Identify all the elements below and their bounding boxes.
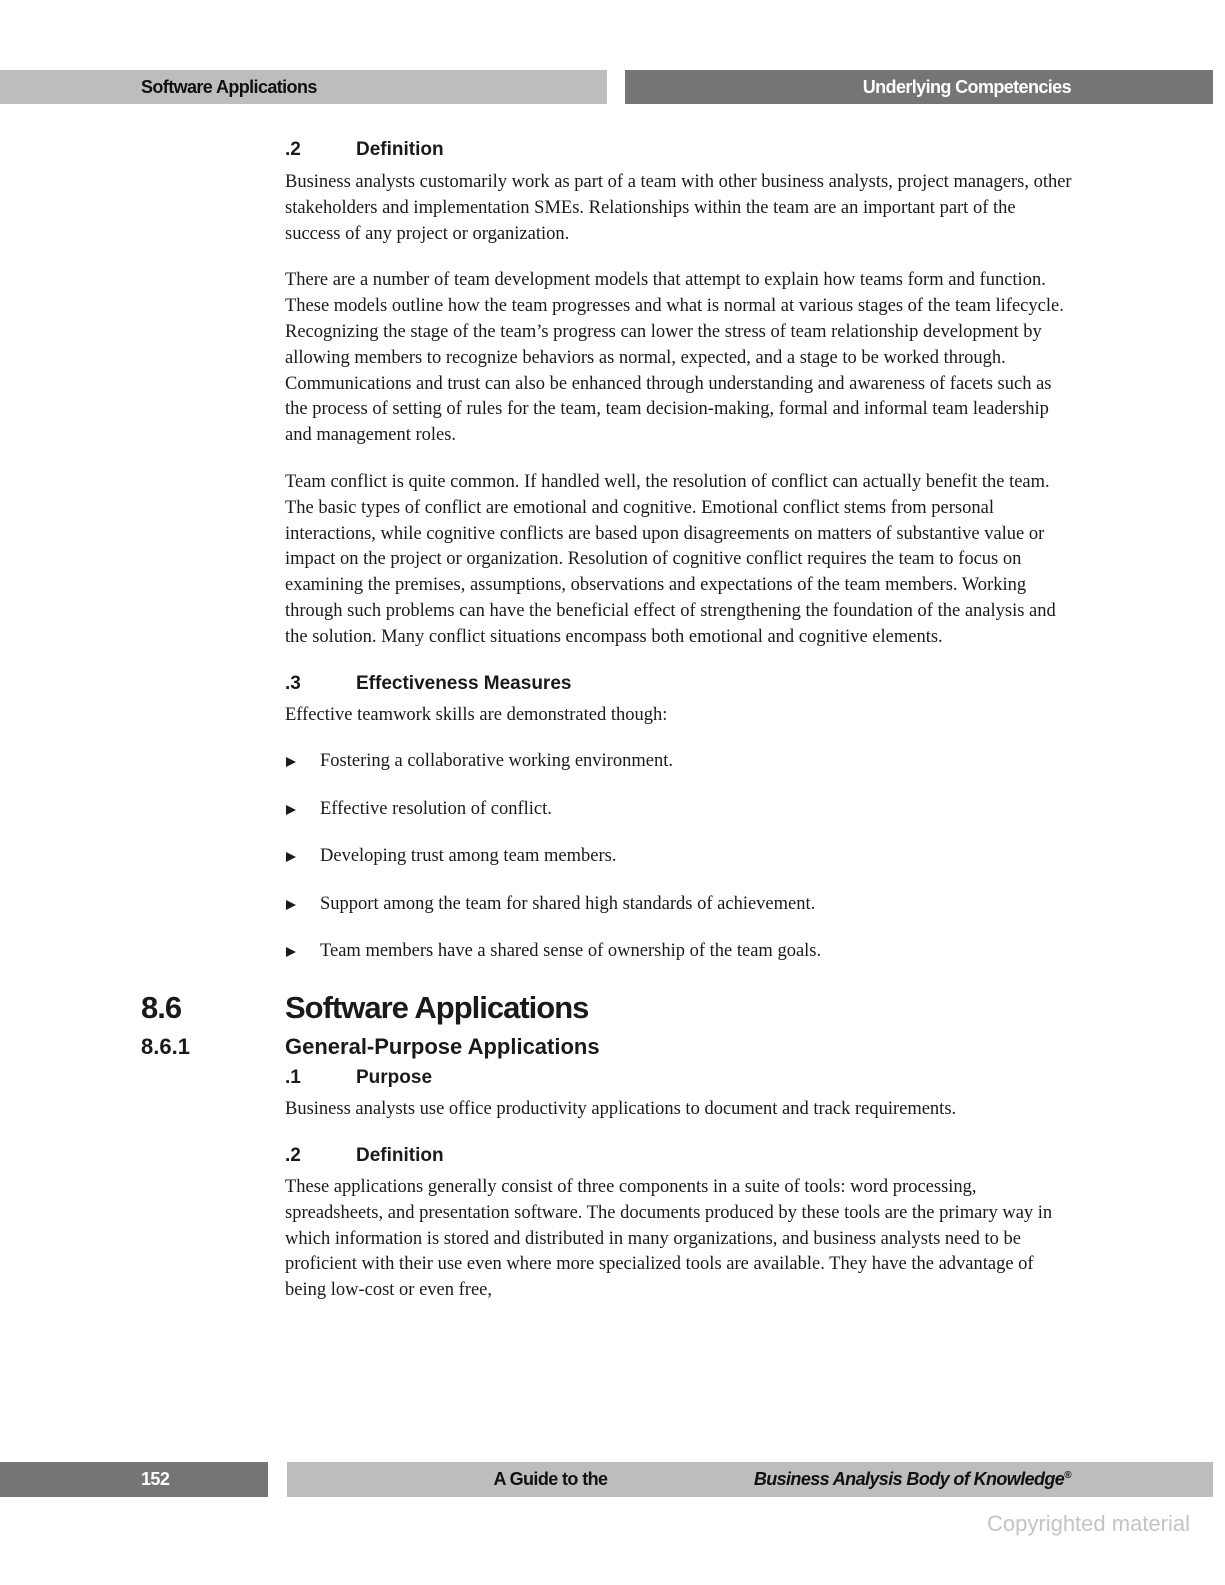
subsection-heading-effectiveness bbox=[285, 670, 1075, 698]
subsection-number: .2 bbox=[285, 1145, 301, 1167]
section-title: General-Purpose Applications bbox=[285, 1034, 600, 1060]
subsection-heading-purpose bbox=[285, 1064, 1075, 1092]
section-title: Software Applications bbox=[285, 990, 589, 1026]
subsection-number: .2 bbox=[285, 139, 301, 160]
subsection-title: Definition bbox=[356, 1145, 444, 1167]
list-item-text: Developing trust among team members. bbox=[320, 846, 617, 867]
list-item-text: Effective resolution of conflict. bbox=[320, 798, 552, 819]
section-number: 8.6 bbox=[141, 990, 182, 1026]
bullet-arrow-icon bbox=[286, 900, 296, 910]
running-header-left-text: Software Applications bbox=[141, 76, 317, 97]
paragraph: There are a number of team development models that attempt to explain how teams form and function. These models outline how the team progresses and what is normal at various stages of the team lifecycle. Recognizing the stage of the team’s progress can lower the stress of team relationship development by allowing members to recognize behaviors as normal, expected, and a stage to be worked through. Communications and trust can also be enhanced through understanding and awareness of facets such as the process of setting of rules for the team, team decision-making, formal and informal team leadership and management roles. bbox=[285, 270, 1064, 446]
running-header-right bbox=[625, 70, 1213, 104]
paragraph: These applications generally consist of three components in a suite of tools: word processing, spreadsheets, and presentation software. The documents produced by these tools are the primary way in which information is stored and distributed in many organizations, and business analysts need to be proficient with their use even where more specialized tools are available. They have the advantage of being low-cost or even free, bbox=[285, 1177, 1053, 1301]
page-number: 152 bbox=[141, 1469, 170, 1489]
subsection-heading-definition-2 bbox=[285, 1142, 1075, 1170]
copyright-watermark: Copyrighted material bbox=[987, 1511, 1190, 1536]
section-heading-8-6-1 bbox=[141, 1030, 1075, 1064]
list-item bbox=[285, 749, 1075, 775]
running-header-left bbox=[0, 70, 607, 104]
section-heading-8-6 bbox=[141, 986, 1075, 1030]
list-item bbox=[285, 939, 1075, 965]
subsection-title: Effectiveness Measures bbox=[356, 672, 572, 694]
running-footer-title bbox=[493, 1469, 1213, 1490]
list-item bbox=[285, 892, 1075, 918]
running-footer bbox=[287, 1462, 1213, 1497]
paragraph: Business analysts customarily work as part of a team with other business analysts, project managers, other stakeholders and implementation SMEs. Relationships within the team are an important part of the success of any project or organization. bbox=[285, 172, 1072, 244]
subsection-number: .1 bbox=[285, 1067, 301, 1089]
bullet-arrow-icon bbox=[286, 757, 296, 767]
list-item bbox=[285, 844, 1075, 870]
list-item bbox=[285, 797, 1075, 823]
section-number: 8.6.1 bbox=[141, 1034, 190, 1060]
subsection-title: Definition bbox=[356, 139, 444, 160]
footer-title-prefix: A Guide to the bbox=[493, 1469, 612, 1489]
page-body bbox=[141, 136, 1075, 1325]
paragraph: Team conflict is quite common. If handled well, the resolution of conflict can actually benefit the team. The basic types of conflict are emotional and cognitive. Emotional conflict stems from personal interactions, while cognitive conflicts are based upon disagreements on matters of substantive value or impact on the project or organization. Resolution of cognitive conflict requires the team to focus on examining the premises, assumptions, observations and expectations of the team members. Working through such problems can have the beneficial effect of strengthening the foundation of the analysis and the solution. Many conflict situations encompass both emotional and cognitive elements. bbox=[285, 471, 1056, 647]
footer-title-italic: Business Analysis Body of Knowledge bbox=[753, 1469, 1065, 1489]
list-item-text: Support among the team for shared high standards of achievement. bbox=[320, 893, 816, 914]
list-item-text: Team members have a shared sense of ownership of the team goals. bbox=[320, 940, 822, 961]
running-header-right-text: Underlying Competencies bbox=[862, 76, 1071, 97]
subsection-heading-definition bbox=[285, 136, 1075, 164]
bullet-list bbox=[285, 749, 1075, 964]
registered-mark: ® bbox=[1064, 1470, 1071, 1481]
paragraph: Business analysts use office productivity applications to document and track requirements. bbox=[285, 1099, 957, 1120]
paragraph: Effective teamwork skills are demonstrated though: bbox=[285, 704, 668, 725]
bullet-arrow-icon bbox=[286, 852, 296, 862]
subsection-title: Purpose bbox=[356, 1067, 433, 1089]
subsection-number: .3 bbox=[285, 672, 301, 694]
bullet-arrow-icon bbox=[286, 805, 296, 815]
list-item-text: Fostering a collaborative working environment. bbox=[320, 751, 673, 772]
page-number-bar bbox=[0, 1462, 268, 1497]
bullet-arrow-icon bbox=[286, 947, 296, 957]
